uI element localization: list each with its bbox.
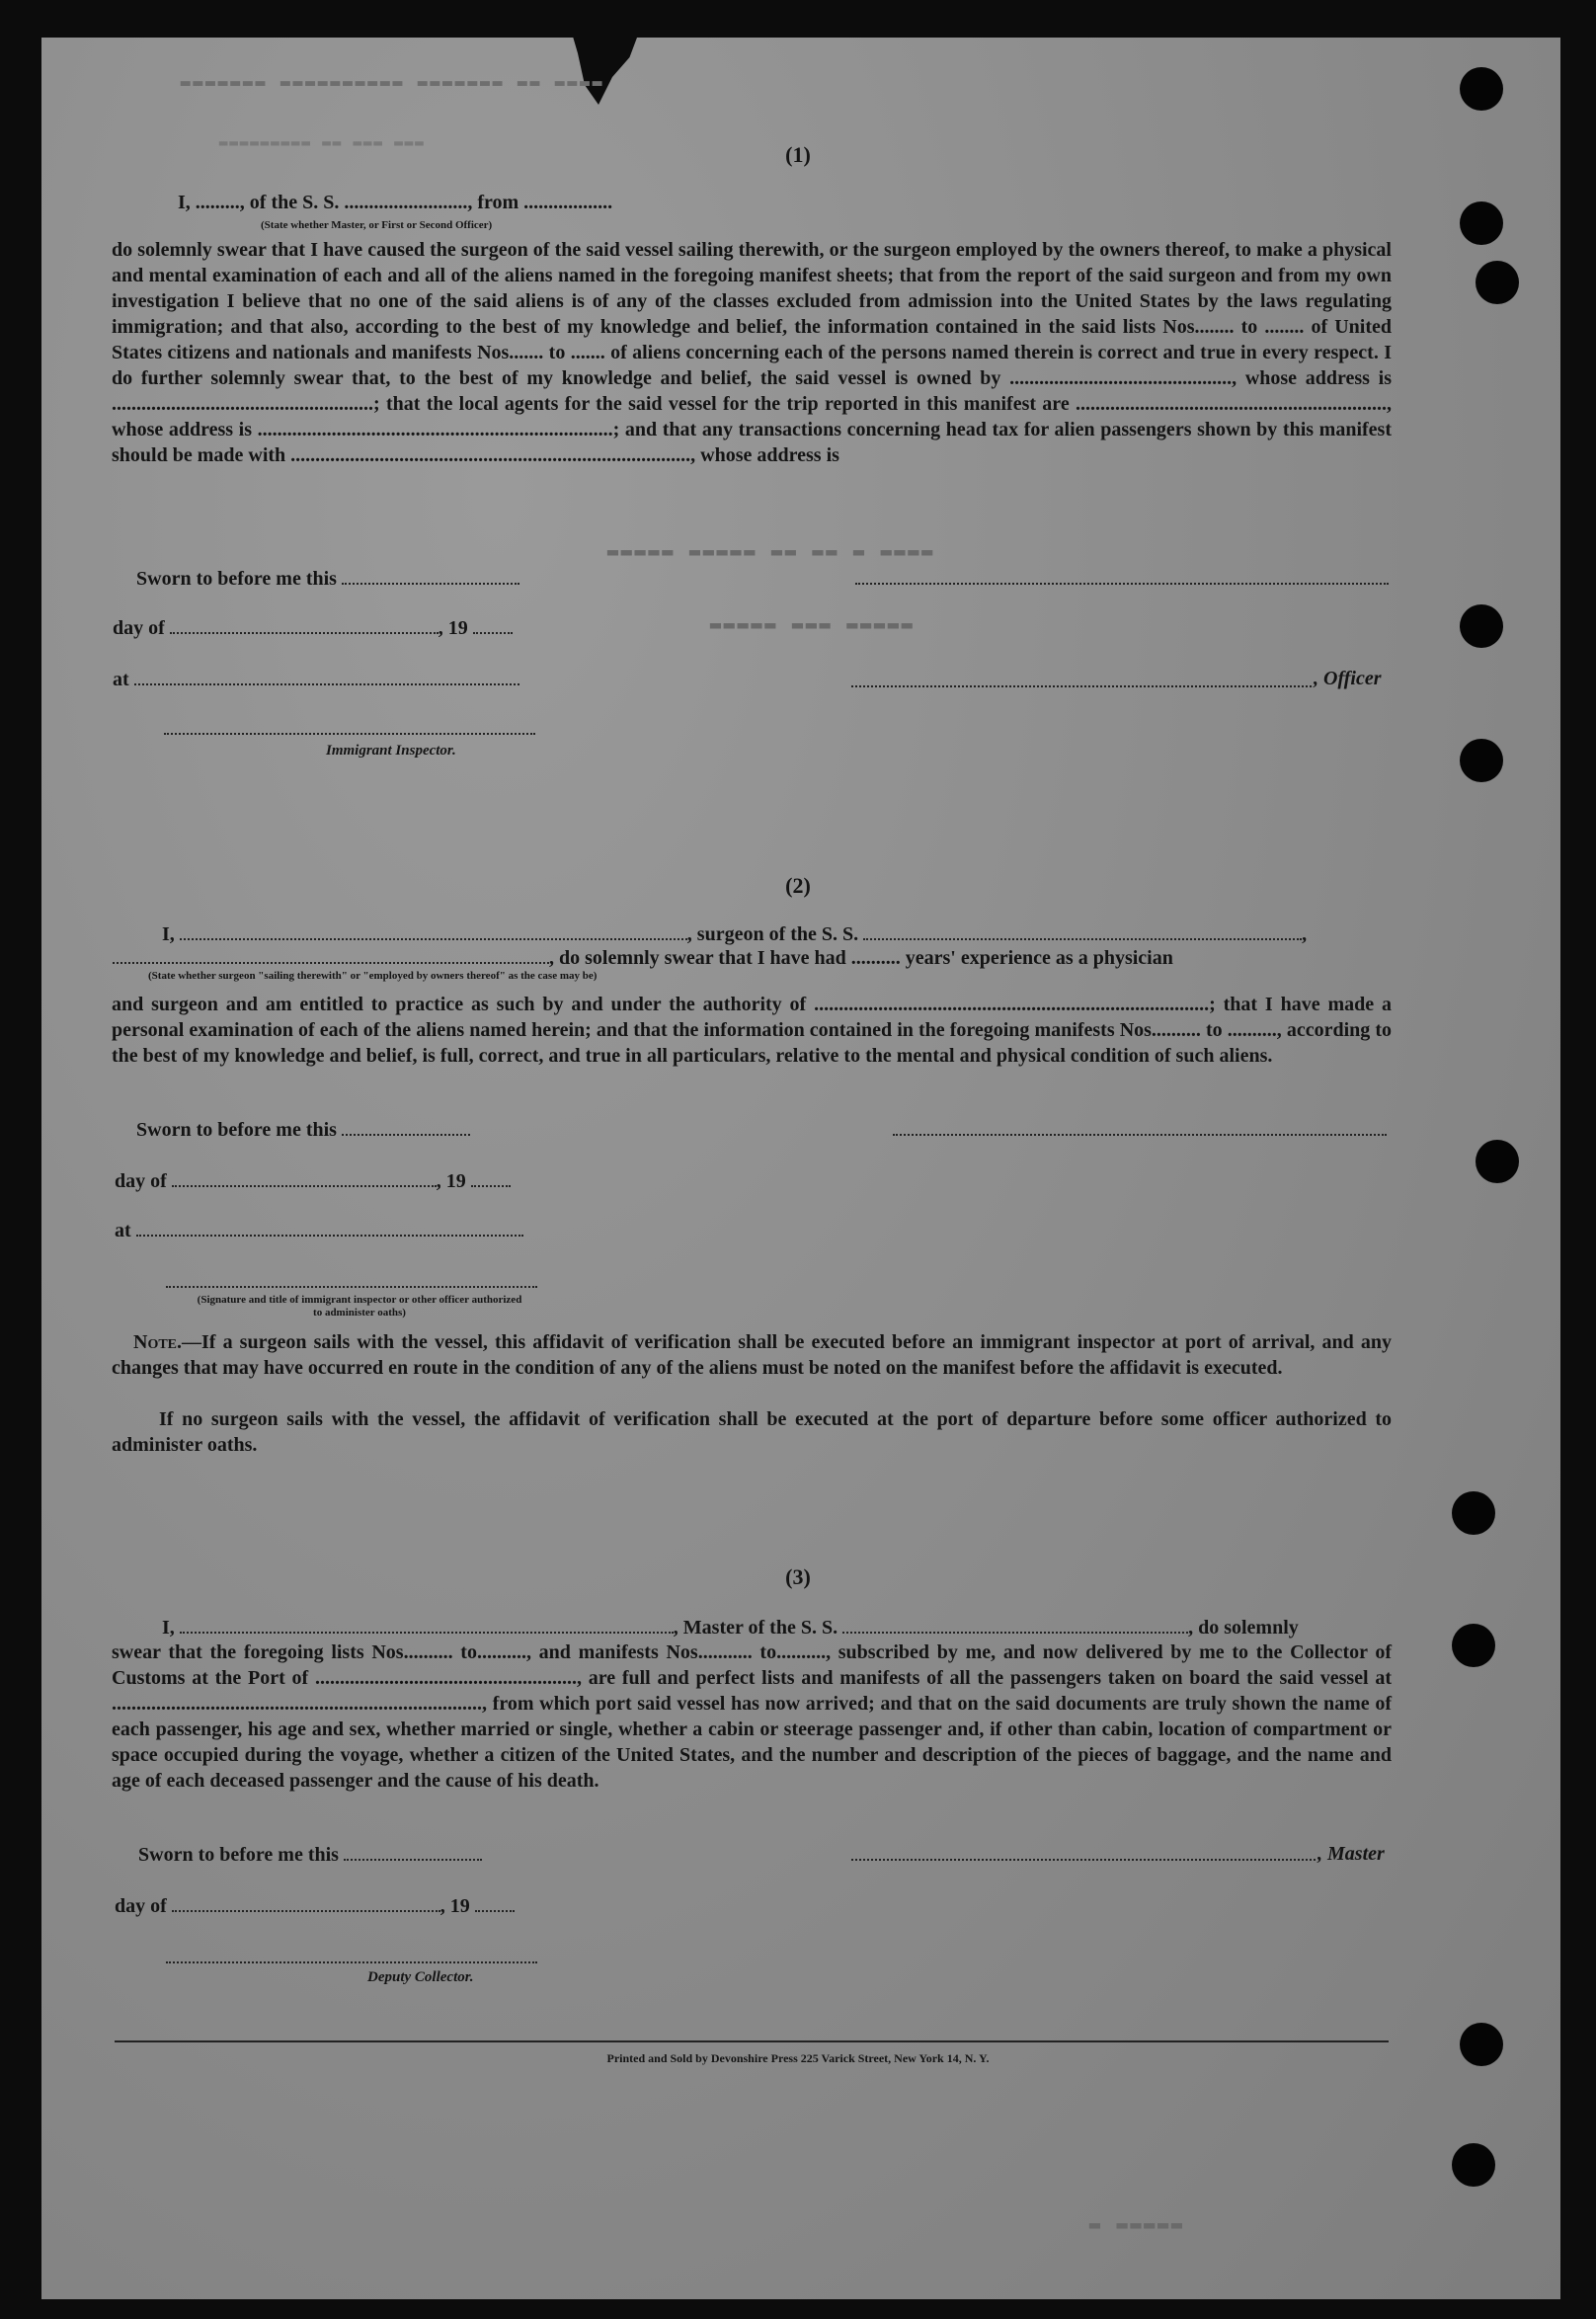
collector-signature-line bbox=[166, 1961, 537, 1963]
punch-hole bbox=[1460, 67, 1503, 111]
section-2-at bbox=[115, 1219, 523, 1242]
do-solemnly-label: , do solemnly bbox=[1188, 1617, 1299, 1639]
section-2-day bbox=[115, 1169, 511, 1193]
note-text: —If a surgeon sails with the vessel, this affidavit of verification shall be executed before an immigrant inspector at port of arrival, and any changes that may have occurred en route in the condition of any of the aliens must be noted on the manifest before the affidavit is executed. bbox=[112, 1331, 1392, 1379]
at-label: at bbox=[115, 1220, 131, 1241]
surgeon-of-label: , surgeon of the S. S. bbox=[686, 923, 859, 945]
footer-rule bbox=[115, 2040, 1389, 2042]
years-experience-text: , do solemnly swear that I have had .......... years' experience as a physician bbox=[549, 947, 1173, 969]
section-2-sworn bbox=[136, 1118, 470, 1142]
inspector-signature-line bbox=[164, 733, 535, 735]
section-3-sworn bbox=[138, 1843, 482, 1867]
punch-hole bbox=[1476, 1140, 1519, 1183]
section-1-oath-line bbox=[178, 192, 612, 214]
surgeon-note: (State whether surgeon "sailing therewith" or "employed by owners thereof" as the case may be) bbox=[148, 970, 598, 982]
sworn-label: Sworn to before me this bbox=[136, 1119, 337, 1141]
punch-hole bbox=[1460, 739, 1503, 782]
year-label: , 19 bbox=[436, 1170, 466, 1192]
section-1-sworn bbox=[136, 567, 519, 591]
bleed-through-stamp: ▂▂▂▂▂ ▂▂▂ ▂▂▂▂▂ bbox=[707, 608, 913, 629]
master-signature-line bbox=[851, 1859, 1316, 1861]
bleed-through-stamp: ▂▂▂▂ ▂ ▂▂ ▂▂ ▂▂▂▂▂ ▂▂▂▂▂ bbox=[604, 535, 933, 556]
sworn-label: Sworn to before me this bbox=[138, 1844, 339, 1866]
day-of-label: day of bbox=[115, 1170, 167, 1192]
section-3-day bbox=[115, 1894, 515, 1918]
signature-title-note: (Signature and title of immigrant inspector or other officer authorized to administer oaths) bbox=[197, 1294, 522, 1319]
punch-hole bbox=[1460, 201, 1503, 245]
section-2-note bbox=[112, 1329, 1392, 1381]
printer-footer: Printed and Sold by Devonshire Press 225 Varick Street, New York 14, N. Y. bbox=[606, 2051, 990, 2065]
master-of-label: , Master of the S. S. bbox=[673, 1617, 838, 1639]
immigrant-inspector-label: Immigrant Inspector. bbox=[326, 743, 456, 759]
year-label: , 19 bbox=[439, 1895, 470, 1917]
section-1-paragraph: do solemnly swear that I have caused the surgeon of the said vessel sailing therewith, or the surgeon employed by the owners thereof, to make a physical and mental examination of each and all of the aliens named in the foregoing manifest sheets; that from the report of the said surgeon and from my own investigation I believe that no one of the said aliens is of any of the classes excluded from admission into the United States by the laws regulating immigration; and that also, according to the best of my knowledge and belief, the information contained in the said lists Nos........ to ........ of United States citizens and nationals and manifests Nos....... to ....... of aliens concerning each of the persons named therein is correct and true in every respect. I do further solemnly swear that, to the best of my knowledge and belief, the said vessel is owned by ............................................., whose address is .....................................................; that the local agents for the said vessel for the trip reported in this manifest are ..............................................................., whose address is ........................................................................; and that any transactions concerning head tax for alien passengers shown by this manifest should be made with ................................................................................., whose address is bbox=[112, 239, 1392, 466]
punch-hole bbox=[1460, 604, 1503, 648]
sworn-label: Sworn to before me this bbox=[136, 568, 337, 590]
bleed-through-stamp: ▂▂▂▂▂ ▂ bbox=[1086, 2208, 1182, 2229]
section-3-paragraph: swear that the foregoing lists Nos.......... to.........., and manifests Nos........... to.........., subscribed by me, and now delivered by me to the Collector of Customs at the Port of ....................................................., are full and perfect lists and manifests of all the passengers taken on board the said vessel at ..........................................................................., from which port said vessel has now arrived; and that on the said documents are truly shown the name of each passenger, his age and sex, whether married or single, whether a cabin or steerage passenger and, if other than cabin, location of compartment or space occupied during the voyage, whether a citizen of the United States, and the number and description of the pieces of baggage, and the name and age of each deceased passenger and the cause of his death. bbox=[112, 1641, 1392, 1792]
punch-hole bbox=[1476, 261, 1519, 304]
section-3-line1 bbox=[162, 1616, 1299, 1639]
officer-note: (State whether Master, or First or Second Officer) bbox=[261, 219, 493, 231]
punch-hole bbox=[1452, 2143, 1495, 2187]
bleed-through-header: ▂▂▂ ▂▂▂ ▂▂ ▂▂▂▂▂▂▂▂▂ bbox=[217, 130, 424, 146]
section-3-number: (3) bbox=[785, 1564, 811, 1589]
i-label: I, bbox=[162, 923, 175, 945]
punch-hole bbox=[1452, 1491, 1495, 1535]
master-label: , Master bbox=[1317, 1843, 1385, 1865]
day-of-label: day of bbox=[115, 1895, 167, 1917]
section-2-line2 bbox=[113, 946, 1173, 970]
oath-officer-signature-line bbox=[166, 1286, 537, 1288]
at-label: at bbox=[113, 669, 129, 690]
signature-line bbox=[893, 1134, 1387, 1136]
section-2-note-2 bbox=[112, 1406, 1392, 1458]
section-1-day bbox=[113, 616, 513, 640]
section-2-line1: I, , surgeon of the S. S. , bbox=[162, 923, 1308, 945]
deputy-collector-label: Deputy Collector. bbox=[367, 1969, 474, 1985]
i-label: I, bbox=[162, 1617, 175, 1639]
day-of-label: day of bbox=[113, 617, 165, 639]
master-label-wrap bbox=[1317, 1843, 1385, 1866]
note-label: Note. bbox=[133, 1331, 183, 1353]
year-label: , 19 bbox=[438, 617, 468, 639]
officer-label: , Officer bbox=[1314, 668, 1382, 689]
officer-label-wrap bbox=[1314, 668, 1382, 690]
section-2-paragraph: and surgeon and am entitled to practice as such by and under the authority of ................................................................................; that I have made a personal examination of each of the aliens named herein; and that the information contained in the foregoing manifests Nos.......... to .........., according to the best of my knowledge and belief, is full, correct, and true in all particulars, relative to the mental and physical condition of such aliens. bbox=[112, 994, 1392, 1067]
section-1-number: (1) bbox=[785, 142, 811, 167]
signature-line bbox=[855, 583, 1389, 585]
note-text-2: If no surgeon sails with the vessel, the affidavit of verification shall be executed at the port of departure before some officer authorized to administer oaths. bbox=[112, 1408, 1392, 1456]
punch-hole bbox=[1452, 1624, 1495, 1667]
section-1-oath-text: I, ........., of the S. S. ........................., from .................. bbox=[178, 192, 613, 213]
section-1-at bbox=[113, 668, 519, 691]
bleed-through-header: ▂▂▂▂ ▂▂ ▂▂▂▂▂▂▂ ▂▂▂▂▂▂▂▂▂▂ ▂▂▂▂▂▂▂ bbox=[178, 67, 602, 86]
section-2-number: (2) bbox=[785, 873, 811, 898]
officer-signature-line bbox=[851, 685, 1312, 687]
